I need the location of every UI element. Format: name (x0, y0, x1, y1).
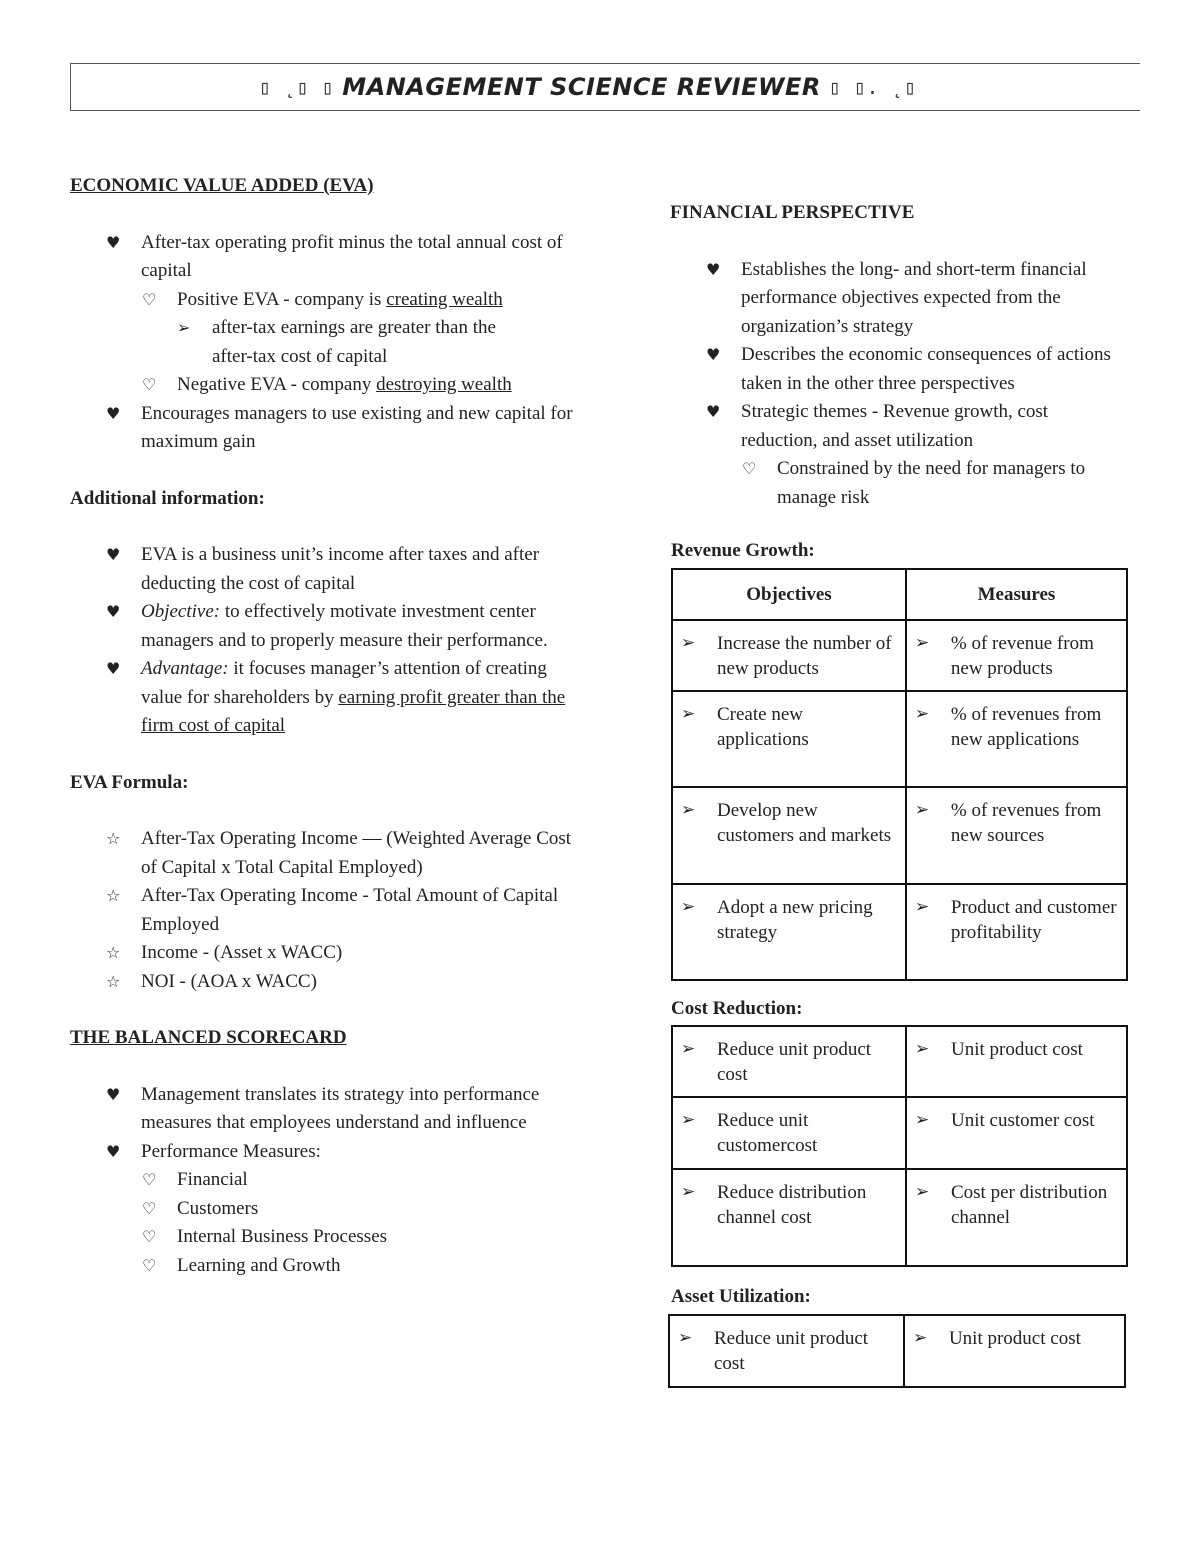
arrow-icon: ➢ (681, 897, 696, 917)
heart-outline-icon: ♡ (142, 1198, 157, 1218)
arrow-icon: ➢ (914, 704, 930, 724)
eva-negative-underline: destroying wealth (376, 374, 512, 395)
eva-negative-text: Negative EVA - company (177, 374, 377, 395)
heart-icon: ♥ (106, 545, 121, 564)
objective-cell (672, 620, 906, 691)
heart-icon: ♥ (106, 659, 121, 678)
table-row (672, 1097, 1127, 1169)
formula-heading: EVA Formula: (70, 771, 189, 793)
measure-cell (904, 1315, 1125, 1387)
list-item (70, 371, 590, 400)
list-item (70, 939, 590, 968)
cost-table (671, 1025, 1128, 1267)
list-item (70, 968, 590, 997)
table-row (672, 1026, 1127, 1097)
financial-text: Strategic themes - Revenue growth, cost reduction, and asset utilization (741, 401, 1049, 451)
arrow-icon: ➢ (681, 633, 696, 653)
asset-label: Asset Utilization: (671, 1286, 811, 1307)
objective-cell (672, 1026, 906, 1097)
objective-text: Increase the number of new products (717, 633, 892, 679)
arrow-icon: ➢ (681, 1182, 696, 1202)
heart-outline-icon: ♡ (142, 289, 157, 309)
arrow-icon: ➢ (912, 1328, 928, 1348)
eva-list (70, 229, 590, 457)
star-icon: ☆ (106, 943, 121, 962)
heart-icon: ♥ (106, 602, 121, 621)
advantage-text: it focuses manager’s attention of creating value for shareholders by (141, 658, 547, 708)
heart-outline-icon: ♡ (142, 1170, 157, 1189)
table-row (672, 1169, 1127, 1266)
star-icon: ☆ (106, 886, 121, 905)
list-item (70, 400, 590, 457)
arrow-icon: ➢ (681, 704, 696, 724)
measure-text: Financial (177, 1169, 248, 1190)
objective-text: Reduce unit product cost (714, 1328, 869, 1374)
table-row (672, 787, 1127, 884)
list-item (70, 598, 590, 655)
bsc-list (70, 1081, 590, 1281)
arrow-icon: ➢ (681, 1039, 696, 1059)
list-item (670, 256, 1131, 342)
measure-text: Learning and Growth (177, 1254, 341, 1276)
heart-icon: ♥ (106, 1084, 121, 1104)
measure-text: % of revenue from new products (950, 633, 1094, 679)
list-item (70, 1223, 590, 1252)
objective-text: Develop new customers and markets (717, 800, 892, 846)
list-item (70, 1138, 590, 1167)
objective-cell (672, 787, 906, 884)
arrow-icon: ➢ (678, 1328, 693, 1348)
heart-icon: ♥ (106, 232, 121, 252)
financial-text: Establishes the long- and short-term financial performance objectives expected from the organization’s strategy (741, 258, 1087, 337)
objective-cell (672, 1169, 906, 1266)
measure-text: Internal Business Processes (177, 1226, 388, 1247)
list-item (70, 541, 590, 598)
table-row (672, 620, 1127, 691)
eva-bullet-text: Encourages managers to use existing and new capital for maximum gain (141, 402, 573, 452)
arrow-icon: ➢ (177, 318, 191, 337)
list-item (70, 314, 512, 371)
list-item (70, 1252, 590, 1281)
measure-cell (906, 620, 1127, 691)
objective-text: to effectively motivate investment center managers and to properly measure their performance. (141, 601, 548, 651)
eva-positive-underline: creating wealth (386, 288, 503, 310)
bsc-text: Performance Measures: (141, 1140, 321, 1162)
arrow-icon: ➢ (681, 1110, 696, 1130)
asset-table (668, 1314, 1126, 1388)
table-row (672, 691, 1127, 787)
objective-text: Reduce unit product cost (717, 1039, 872, 1085)
list-item (670, 455, 1140, 512)
objective-label: Objective: (141, 601, 221, 622)
measure-text: Cost per distribution channel (950, 1182, 1108, 1228)
heart-icon: ♥ (106, 403, 121, 423)
measure-text: Product and customer profitability (950, 897, 1117, 943)
revenue-table (671, 568, 1128, 981)
table-header-row (672, 569, 1127, 620)
heart-outline-icon: ♡ (142, 1255, 157, 1275)
title-deco-right: ▯ ▯. ˛▯ (828, 75, 917, 99)
left-column (70, 172, 590, 1280)
arrow-icon: ➢ (914, 800, 930, 820)
measure-text: Customers (177, 1197, 259, 1219)
measure-cell (906, 787, 1127, 884)
eva-heading: ECONOMIC VALUE ADDED (EVA) (70, 175, 374, 196)
list-item (670, 341, 1140, 398)
table-row (672, 884, 1127, 980)
list-item (70, 655, 590, 741)
financial-text: Describes the economic consequences of actions taken in the other three perspectives (741, 344, 1111, 394)
arrow-icon: ➢ (681, 800, 696, 820)
measure-cell (906, 691, 1127, 787)
revenue-label: Revenue Growth: (671, 540, 815, 561)
list-item (70, 229, 590, 286)
objective-cell (672, 1097, 906, 1169)
col-measures: Measures (906, 569, 1127, 620)
star-icon: ☆ (106, 829, 121, 848)
arrow-icon: ➢ (914, 1039, 930, 1059)
bsc-heading: THE BALANCED SCORECARD (70, 1027, 347, 1048)
heart-icon: ♥ (706, 402, 721, 421)
formula-text: NOI - (AOA x WACC) (141, 970, 317, 992)
objective-text: Reduce distribution channel cost (717, 1182, 867, 1228)
eva-positive-detail: after-tax earnings are greater than the after-tax cost of capital (212, 317, 496, 367)
list-item (70, 286, 590, 315)
table-row (669, 1315, 1125, 1387)
col-objectives: Objectives (672, 569, 906, 620)
formula-text: Income - (Asset x WACC) (141, 942, 343, 963)
right-column (670, 199, 1140, 512)
advantage-underline: earning profit greater than the firm cost of capital (141, 686, 566, 736)
measure-cell (906, 1097, 1127, 1169)
objective-cell (672, 691, 906, 787)
title-box (70, 63, 1140, 111)
list-item (70, 1081, 590, 1138)
additional-list (70, 541, 590, 741)
financial-list (670, 256, 1140, 513)
heart-icon: ♥ (706, 259, 721, 279)
arrow-icon: ➢ (914, 633, 930, 653)
measure-text: Unit customer cost (950, 1110, 1095, 1131)
objective-text: Adopt a new pricing strategy (717, 897, 873, 943)
title-deco-left: ▯ ˛▯ ▯ (259, 75, 335, 99)
measure-text: Unit product cost (950, 1039, 1083, 1060)
heart-outline-icon: ♡ (742, 459, 757, 478)
star-icon: ☆ (106, 971, 121, 991)
list-item (70, 825, 590, 882)
cost-label: Cost Reduction: (671, 998, 803, 1019)
eva-positive-text: Positive EVA - company is (177, 288, 387, 310)
financial-heading: FINANCIAL PERSPECTIVE (670, 202, 915, 223)
objective-text: Create new applications (717, 704, 809, 750)
arrow-icon: ➢ (914, 897, 930, 917)
formula-text: After-Tax Operating Income - Total Amount of Capital Employed (141, 885, 559, 935)
heart-icon: ♥ (706, 345, 721, 364)
formula-text: After-Tax Operating Income — (Weighted Average Cost of Capital x Total Capital Employed) (141, 828, 572, 878)
objective-cell (672, 884, 906, 980)
financial-subtext: Constrained by the need for managers to manage risk (777, 458, 1086, 508)
measure-cell (906, 1026, 1127, 1097)
arrow-icon: ➢ (914, 1182, 930, 1202)
heart-icon: ♥ (106, 1141, 121, 1161)
list-item (70, 1166, 590, 1195)
formula-list (70, 825, 590, 996)
heart-outline-icon: ♡ (142, 375, 157, 394)
page-title: MANAGEMENT SCIENCE REVIEWER (342, 73, 821, 101)
measure-text: Unit product cost (948, 1328, 1081, 1349)
eva-bullet-text: After-tax operating profit minus the total annual cost of capital (141, 231, 563, 281)
objective-text: Reduce unit customercost (717, 1110, 818, 1156)
list-item (70, 1195, 590, 1224)
additional-heading: Additional information: (70, 487, 265, 509)
measure-text: % of revenues from new sources (950, 800, 1102, 846)
list-item (70, 882, 590, 939)
measure-text: % of revenues from new applications (950, 704, 1102, 750)
list-item (670, 398, 1111, 455)
advantage-label: Advantage: (141, 658, 229, 679)
arrow-icon: ➢ (914, 1110, 930, 1130)
additional-text: EVA is a business unit’s income after taxes and after deducting the cost of capital (141, 544, 540, 594)
heart-outline-icon: ♡ (142, 1227, 157, 1246)
title-line (259, 73, 917, 101)
measure-cell (906, 1169, 1127, 1266)
bsc-text: Management translates its strategy into performance measures that employees understand and influence (141, 1083, 540, 1133)
objective-cell (669, 1315, 904, 1387)
measure-cell (906, 884, 1127, 980)
